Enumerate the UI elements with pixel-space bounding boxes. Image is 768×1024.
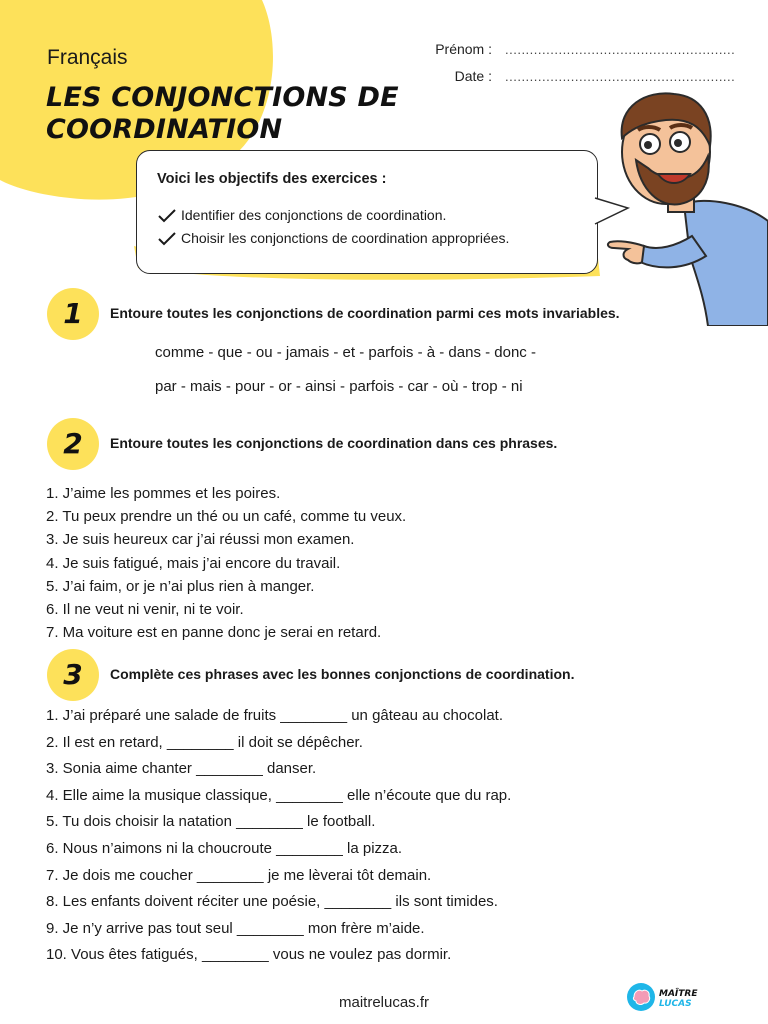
list-item: 2. Il est en retard, ________ il doit se dépêcher.	[46, 733, 363, 751]
firstname-field[interactable]: ........................................................	[505, 42, 736, 57]
list-item: 7. Ma voiture est en panne donc je serai en retard.	[46, 624, 382, 642]
list-item: 4. Je suis fatigué, mais j’ai encore du travail.	[46, 554, 341, 572]
bubble-tail	[592, 194, 632, 228]
exercise-1-words-line-1: comme - que - ou - jamais - et - parfois - à - dans - donc -	[155, 344, 536, 361]
exercise-3-instruction: Complète ces phrases avec les bonnes conjonctions de coordination.	[110, 666, 575, 682]
list-item: 1. J’aime les pommes et les poires.	[46, 485, 281, 502]
list-item: 3. Je suis heureux car j’ai réussi mon examen.	[46, 531, 355, 549]
exercise-1-instruction: Entoure toutes les conjonctions de coordination parmi ces mots invariables.	[110, 305, 620, 321]
checkmark-icon	[157, 232, 177, 246]
date-field-label: Date :	[454, 68, 492, 84]
objectives-bubble	[136, 150, 598, 274]
exercise-1-number: 1	[47, 288, 99, 340]
list-item: 5. Tu dois choisir la natation ________ le football.	[46, 813, 376, 831]
objectives-heading: Voici les objectifs des exercices :	[157, 171, 387, 187]
list-item: 5. J’ai faim, or je n’ai plus rien à manger.	[46, 577, 315, 595]
brand-logo	[626, 982, 710, 1014]
list-item: 1. J’ai préparé une salade de fruits ________ un gâteau au chocolat.	[46, 707, 504, 724]
objective-text-2: Choisir les conjonctions de coordination appropriées.	[181, 230, 510, 246]
date-field[interactable]: ........................................................	[505, 69, 736, 84]
exercise-3-sentences	[46, 703, 511, 969]
firstname-field-label: Prénom :	[435, 41, 492, 57]
list-item: 9. Je n’y arrive pas tout seul ________ mon frère m’aide.	[46, 919, 425, 937]
exercise-3-number: 3	[47, 649, 99, 701]
exercise-2-sentences	[46, 482, 406, 644]
list-item: 8. Les enfants doivent réciter une poésie, ________ ils sont timides.	[46, 893, 498, 911]
subject-label: Français	[47, 46, 128, 69]
objective-item-2	[157, 230, 509, 246]
exercise-1-words-line-2: par - mais - pour - or - ainsi - parfois - car - où - trop - ni	[155, 378, 523, 395]
objective-item-1	[157, 207, 446, 223]
list-item: 4. Elle aime la musique classique, ________ elle n’écoute que du rap.	[46, 786, 512, 804]
list-item: 7. Je dois me coucher ________ je me lèverai tôt demain.	[46, 866, 432, 884]
list-item: 10. Vous êtes fatigués, ________ vous ne voulez pas dormir.	[46, 946, 452, 964]
list-item: 2. Tu peux prendre un thé ou un café, comme tu veux.	[46, 508, 407, 526]
page-title-line-2: COORDINATION	[46, 114, 283, 145]
objective-text-1: Identifier des conjonctions de coordination.	[181, 207, 447, 223]
page-title-line-1: LES CONJONCTIONS DE	[46, 82, 399, 113]
checkmark-icon	[157, 209, 177, 223]
exercise-2-instruction: Entoure toutes les conjonctions de coordination dans ces phrases.	[110, 435, 558, 451]
footer-website[interactable]: maitrelucas.fr	[338, 994, 430, 1011]
brand-name-line-1: MAÎTRE	[659, 989, 698, 999]
list-item: 6. Nous n’aimons ni la choucroute ________ la pizza.	[46, 839, 403, 857]
page-title	[46, 82, 399, 146]
brand-name-line-2: LUCAS	[659, 999, 692, 1009]
list-item: 3. Sonia aime chanter ________ danser.	[46, 760, 317, 778]
exercise-2-number: 2	[47, 418, 99, 470]
list-item: 6. Il ne veut ni venir, ni te voir.	[46, 601, 244, 619]
